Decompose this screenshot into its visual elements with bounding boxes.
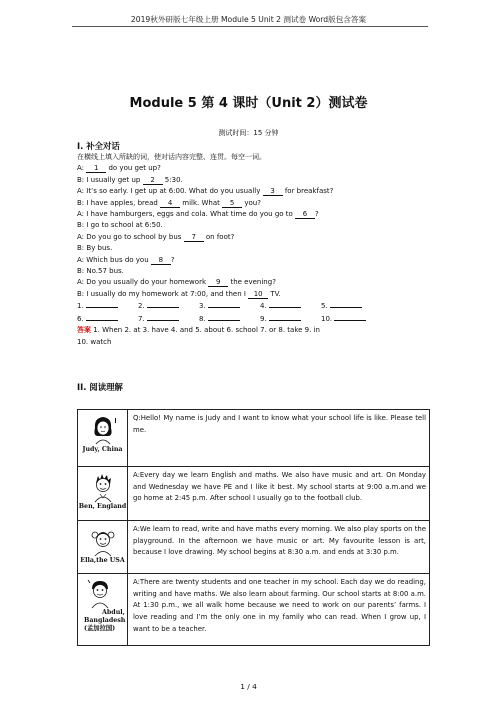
blank-slot: 6.: [77, 313, 138, 325]
answer-blank-row: [77, 313, 427, 325]
boy-portrait-icon: [86, 471, 120, 503]
dialogue-line: A: Which bus do you 8 ?: [77, 255, 175, 264]
blank-slot: 2.: [138, 300, 199, 312]
dialogue-line: A: Do you usually do your homework 9 the evening?: [77, 278, 276, 287]
blank-line[interactable]: [334, 313, 366, 321]
person-name: Ben, England: [78, 503, 127, 510]
person-cell: [78, 521, 128, 574]
blank-line[interactable]: [208, 313, 240, 321]
dialogue-line: B: I have apples, bread 4 milk. What 5 you?: [77, 198, 261, 207]
blank-line[interactable]: [147, 300, 179, 308]
answer-blank[interactable]: 9: [208, 278, 228, 287]
answer-blank[interactable]: 3: [263, 187, 283, 196]
person-name: Abdul, Bangladesh (孟加拉国): [84, 609, 126, 632]
girl-portrait-icon: [86, 414, 120, 446]
test-time: 测试时间：15 分钟: [218, 129, 279, 137]
answer-blank[interactable]: 5: [222, 199, 242, 208]
girl-portrait-icon: [86, 525, 120, 557]
answer-text: 1. When 2. at 3. have 4. and 5. about 6. school 7. or 8. take 9. in: [91, 326, 320, 335]
header-rule: [72, 26, 428, 27]
passage-text: A:There are twenty students and one teacher in my school. Each day we do reading, writing and have maths. We also learn about farming. Our school starts at 8:00 a.m. At 1:30 p.m., we all walk home because we need to work on our parents’ farms. I love reading and I’m the only one in my family who can read. When I grow up, I want to be a teacher.: [128, 574, 430, 646]
answer-label: 答案: [77, 326, 91, 335]
answer-blank[interactable]: 4: [160, 199, 180, 208]
passage-text: A:We learn to read, write and have maths every morning. We also play sports on the playground. In the afternoon we have music or art. My favourite lesson is art, because I love drawing. My school begins at 8:30 a.m. and ends at 3:30 p.m.: [128, 521, 430, 574]
answer-key-cont: 10. watch: [77, 337, 112, 346]
dialogue-line: B: I usually get up 2 5:30.: [77, 175, 183, 184]
answer-blank[interactable]: 1: [86, 164, 106, 173]
table-row: [78, 467, 430, 521]
blank-line[interactable]: [147, 313, 179, 321]
blank-slot: 10.: [321, 313, 382, 325]
boy-portrait-icon: [84, 577, 118, 609]
blank-slot: 1.: [77, 300, 138, 312]
blank-slot: 4.: [260, 300, 321, 312]
passage-text: Q:Hello! My name is Judy and I want to know what your school life is like. Please tell me.: [128, 410, 430, 467]
dialogue-line: A: 1 do you get up?: [77, 164, 161, 173]
person-cell: [78, 410, 128, 467]
blank-line[interactable]: [330, 300, 362, 308]
section1-instruction: 在横线上填入所缺的词，使对话内容完整、连贯。每空一词。: [77, 153, 266, 161]
running-header: 2019秋外研版七年级上册 Module 5 Unit 2 测试卷 Word版包含答案: [130, 15, 367, 24]
reading-table: [77, 409, 430, 646]
page-title: Module 5 第 4 课时（Unit 2）测试卷: [129, 96, 368, 111]
blank-slot: 7.: [138, 313, 199, 325]
answer-blank[interactable]: 2: [143, 176, 163, 185]
dialogue-lines: [77, 163, 427, 300]
dialogue-line: B: I usually do my homework at 7:00, and then I 10 TV.: [77, 289, 281, 298]
answer-blank[interactable]: 7: [184, 233, 204, 242]
dialogue-line: A: Do you go to school by bus 7 on foot?: [77, 232, 235, 241]
dialogue-line: B: I go to school at 6:50.: [77, 221, 163, 230]
blank-slot: 8.: [199, 313, 260, 325]
dialogue-line: A: I have hamburgers, eggs and cola. What time do you go to 6 ?: [77, 210, 319, 219]
dialogue-line: A: It’s so early. I get up at 6:00. What do you usually 3 for breakfast?: [77, 187, 334, 196]
blank-slot: 3.: [199, 300, 260, 312]
blank-line[interactable]: [269, 313, 301, 321]
answer-key: [77, 325, 427, 336]
blank-line[interactable]: [86, 313, 118, 321]
answer-blank[interactable]: 8: [151, 256, 171, 265]
blank-line[interactable]: [269, 300, 301, 308]
answer-blank[interactable]: 10: [248, 290, 268, 299]
blank-line[interactable]: [208, 300, 240, 308]
answer-blank-row: [77, 300, 427, 312]
page-number: 1 / 4: [240, 682, 257, 691]
person-cell: [78, 467, 128, 521]
blank-slot: 9.: [260, 313, 321, 325]
section1-heading: I. 补全对话: [77, 141, 120, 151]
answer-blank[interactable]: 6: [295, 210, 315, 219]
dialogue-line: B: By bus.: [77, 244, 113, 253]
section-dialogue: [77, 140, 427, 348]
table-row: [78, 521, 430, 574]
person-name: Judy, China: [82, 446, 123, 453]
person-name: Ella,the USA: [80, 557, 125, 564]
blank-line[interactable]: [86, 300, 118, 308]
table-row: [78, 410, 430, 467]
passage-text: A:Every day we learn English and maths. We also have music and art. On Monday and Wednesday we have PE and I like it best. My school starts at 9:00 a.m.and we go home at 2:45 p.m. After school I usually go to the football club.: [128, 467, 430, 521]
person-cell: [78, 574, 128, 646]
blank-slot: 5.: [321, 300, 382, 312]
dialogue-line: B: No.57 bus.: [77, 267, 124, 276]
section2-heading: II. 阅读理解: [77, 382, 123, 392]
table-row: [78, 574, 430, 646]
